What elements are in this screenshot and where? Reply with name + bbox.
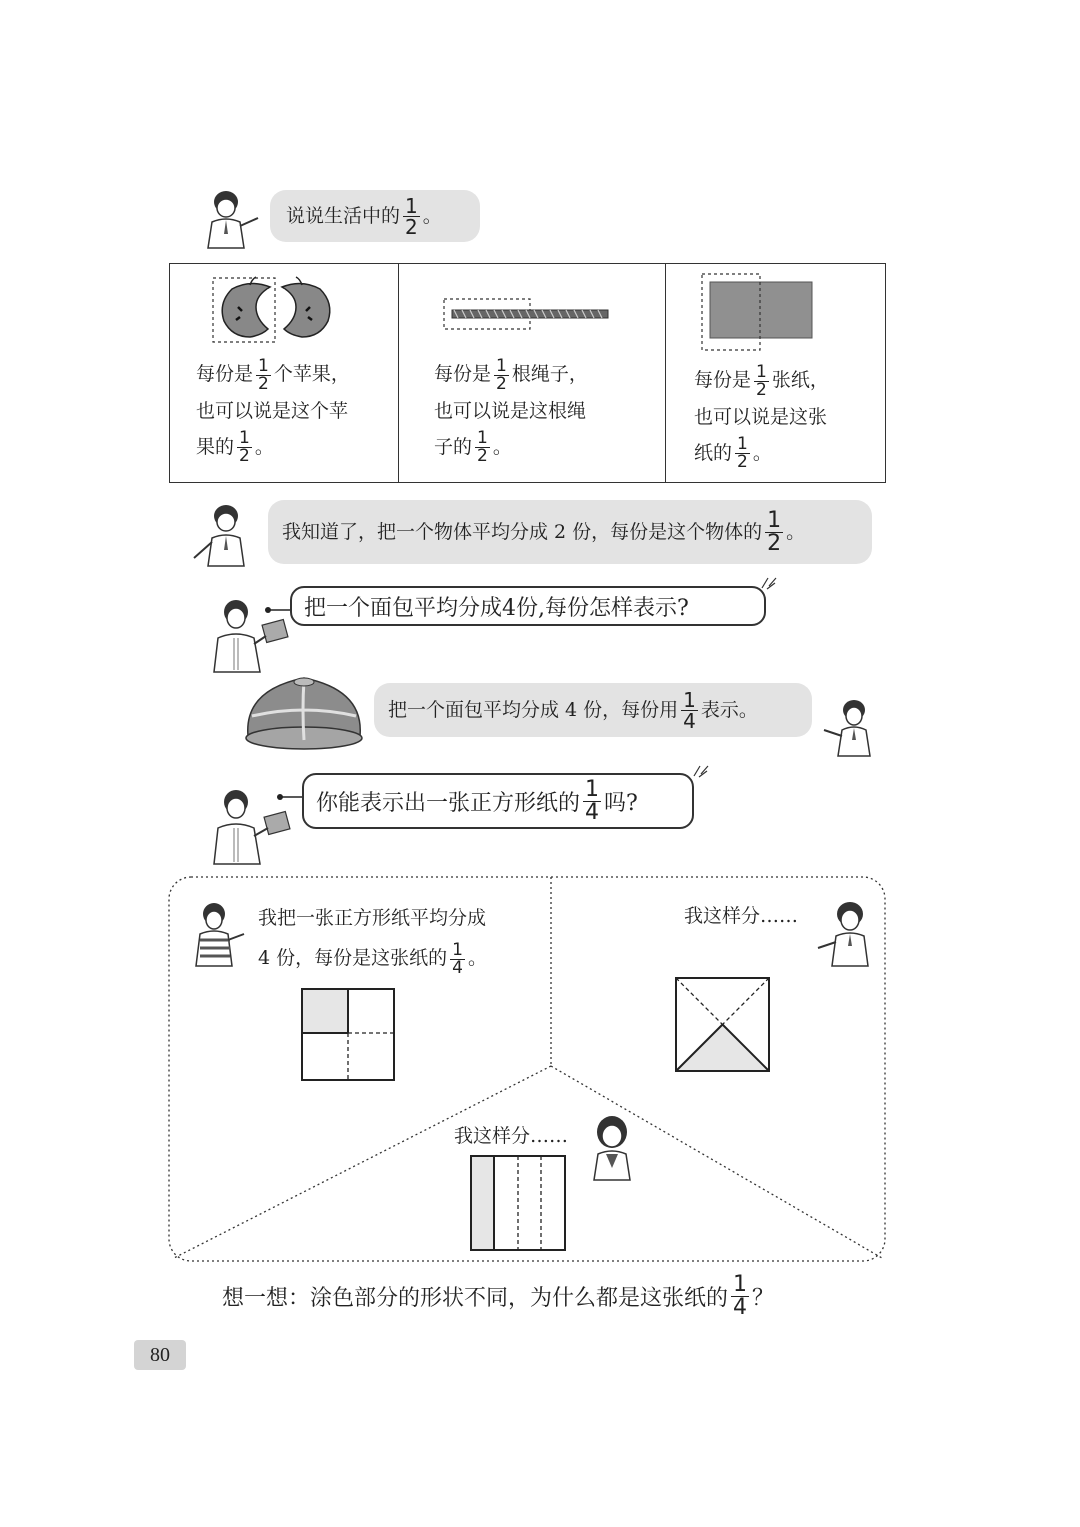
apple-halves-image [210,275,340,345]
girl-figure-method-3 [588,1114,638,1182]
method-2-text: 我这样分…… [684,905,799,927]
method-1-text: 我把一张正方形纸平均分成 4 份，每份是这张纸的 $\frac{1}{4}$ 。 [258,907,487,978]
think-question: 想一想：涂色部分的形状不同，为什么都是这张纸的 $\frac{1}{4}$ ？ [222,1271,775,1320]
bread-image [242,670,366,752]
header-bubble: 说说生活中的 $\frac{1}{2}$ 。 [270,190,480,242]
rope-image [442,297,612,331]
speech-dot [276,792,304,802]
square-diagonal-quarter [674,976,772,1074]
fraction: $\frac{1}{4}$ [683,687,696,733]
square-strips-quarter [469,1154,567,1252]
bread-answer-bubble: 把一个面包平均分成 4 份，每份用 $\frac{1}{4}$ 表示。 [374,683,812,737]
panel-divider [665,264,666,482]
fraction: $\frac{1}{2}$ [496,355,507,394]
paper-half-image [700,272,816,354]
fraction: $\frac{1}{2}$ [239,428,250,466]
boy-figure-conclusion [190,502,266,568]
teacher-question-1-bubble: 把一个面包平均分成4份,每份怎样表示? [290,586,766,626]
fraction: $\frac{1}{2}$ [477,428,488,466]
square-grid-quarter [301,988,395,1082]
header-bubble-text: 说说生活中的 [286,204,401,227]
fraction: $\frac{1}{4}$ [733,1271,748,1320]
teacher-question-2-bubble: 你能表示出一张正方形纸的 $\frac{1}{4}$ 吗? [302,773,694,829]
panel-divider [398,264,399,482]
fraction: $\frac{1}{4}$ [452,939,463,978]
apple-caption: 每份是 $\frac{1}{2}$ 个苹果， 也可以说是这个苹 果的 $\frac{1}{2}$ 。 [196,355,350,466]
boy-figure-bread [818,696,880,758]
paper-caption: 每份是 $\frac{1}{2}$ 张纸， 也可以说是这张 纸的 $\frac{1}{2}$ 。 [694,361,829,472]
conclusion-bubble: 我知道了，把一个物体平均分成 2 份，每份是这个物体的 $\frac{1}{2}$ 。 [268,500,872,564]
fraction: $\frac{1}{4}$ [585,776,600,825]
emphasis-marks [692,762,710,778]
emphasis-marks [760,574,778,590]
fraction: $\frac{1}{2}$ [767,507,782,556]
fraction: $\frac{1}{2}$ [258,355,269,394]
fraction: $\frac{1}{2}$ [737,434,748,472]
fraction: $\frac{1}{2}$ [405,193,418,239]
fraction: $\frac{1}{2}$ [756,361,767,400]
page-number: 80 [134,1340,186,1370]
method-3-text: 我这样分…… [454,1125,569,1147]
girl-figure-method-2 [812,900,880,968]
boy-figure-method-1 [190,900,250,968]
boy-figure-header [198,188,268,250]
rope-caption: 每份是 $\frac{1}{2}$ 根绳子， 也可以说是这根绳 子的 $\frac{1}{2}$ 。 [434,355,588,466]
